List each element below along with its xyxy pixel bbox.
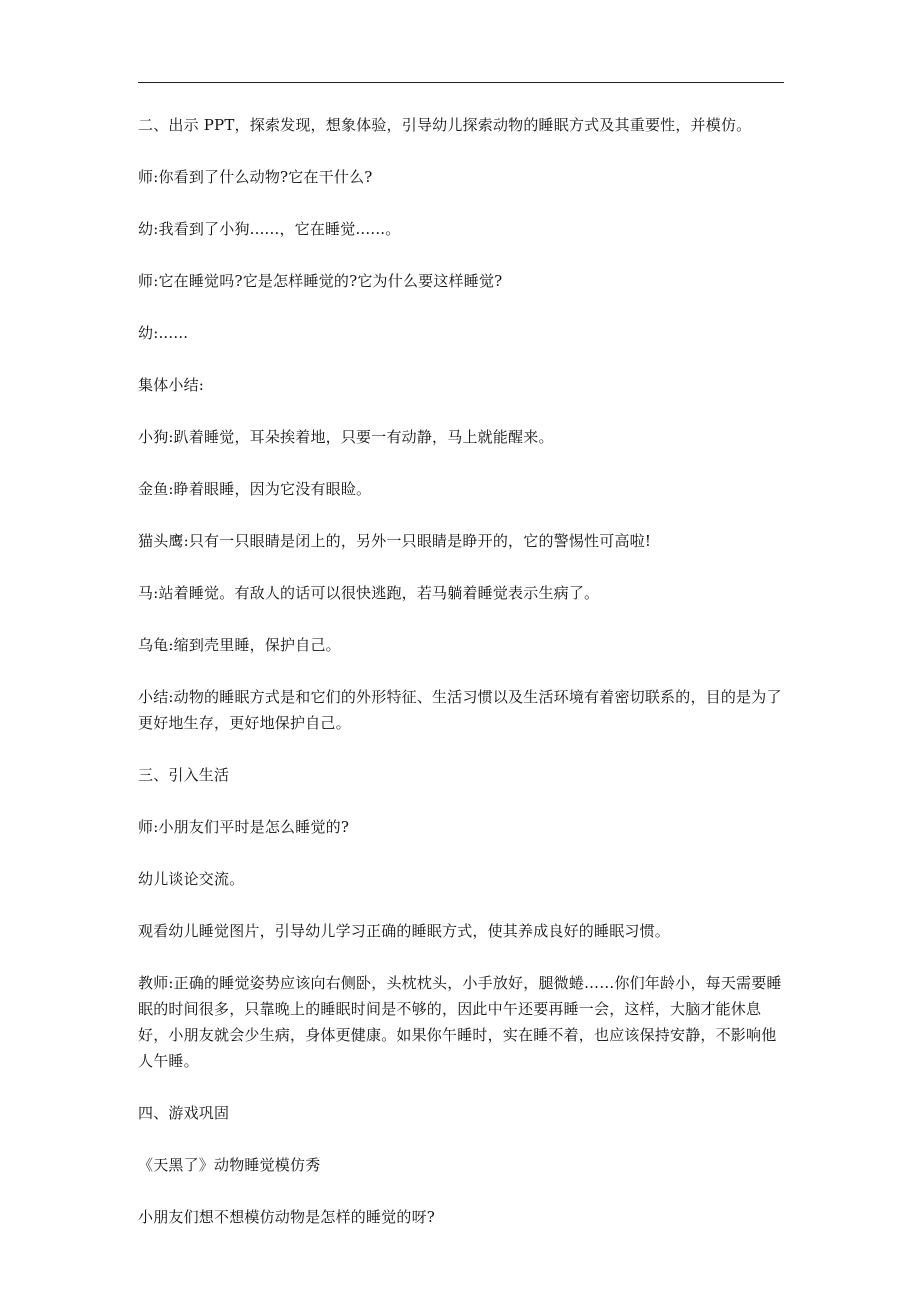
horse-summary: 马:站着睡觉。有敌人的话可以很快逃跑，若马躺着睡觉表示生病了。 (138, 584, 600, 602)
group-summary-label: 集体小结: (138, 376, 205, 394)
child-answer-2: 幼:...... (138, 324, 189, 342)
owl-summary: 猫头鹰:只有一只眼睛是闭上的，另外一只眼睛是睁开的，它的警惕性可高啦! (138, 532, 652, 550)
child-answer-1: 幼:我看到了小狗......，它在睡觉......。 (138, 220, 401, 238)
game-title: 《天黑了》动物睡觉模仿秀 (138, 1156, 321, 1174)
section-two-heading: 二、出示 PPT，探索发现，想象体验，引导幼儿探索动物的睡眠方式及其重要性，并模仿。 (138, 116, 752, 134)
teacher-question-1: 师:你看到了什么动物?它在干什么? (138, 168, 373, 186)
teacher-question-2: 师:它在睡觉吗?它是怎样睡觉的?它为什么要这样睡觉? (138, 272, 503, 290)
section-three-heading: 三、引入生活 (138, 766, 230, 784)
section-four-heading: 四、游戏巩固 (138, 1104, 230, 1122)
closing-question: 小朋友们想不想模仿动物是怎样的睡觉的呀? (138, 1208, 436, 1226)
summary-paragraph: 小结:动物的睡眠方式是和它们的外形特征、生活习惯以及生活环境有着密切联系的，目的是为了更好地生存，更好地保护自己。 (138, 688, 782, 732)
header-rule (138, 82, 784, 83)
dog-summary: 小狗:趴着睡觉，耳朵挨着地，只要一有动静，马上就能醒来。 (138, 428, 554, 446)
document-body (138, 112, 788, 1230)
goldfish-summary: 金鱼:睁着眼睡，因为它没有眼睑。 (138, 480, 372, 498)
teacher-guidance: 教师:正确的睡觉姿势应该向右侧卧，头枕枕头，小手放好，腿微蜷……你们年龄小，每天需要睡眠的时间很多，只靠晚上的睡眠时间是不够的，因此中午还要再睡一会，这样，大脑才能休息好，小朋友就会少生病，身体更健康。如果你午睡时，实在睡不着，也应该保持安静，不影响他人午睡。 (138, 974, 782, 1070)
picture-viewing: 观看幼儿睡觉图片，引导幼儿学习正确的睡眠方式，使其养成良好的睡眠习惯。 (138, 922, 671, 940)
teacher-question-3: 师:小朋友们平时是怎么睡觉的? (138, 818, 350, 836)
child-discussion: 幼儿谈论交流。 (138, 870, 245, 888)
turtle-summary: 乌龟:缩到壳里睡，保护自己。 (138, 636, 341, 654)
